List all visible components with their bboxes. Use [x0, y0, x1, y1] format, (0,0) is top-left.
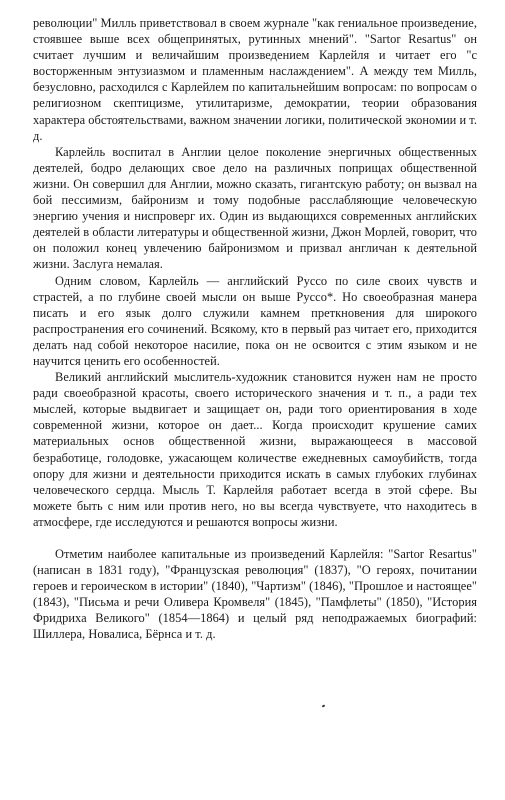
print-speck [322, 704, 326, 707]
paragraph-major-works: Отметим наиболее капитальные из произведений Карлейля: "Sartor Resartus" (написан в 1831 году), "Французская революция" (1837), "О героях, почитании героев и героическом в истории" (1840), "Чартизм" (1846), "Прошлое и настоящее" (1843), "Письма и речи Оливера Кромвеля" (1845), "Памфлеты" (1850), "История Фридриха Великого" (1854—1864) и целый ряд неподражаемых биографий: Шиллера, Новалиса, Бёрнса и т. д. [33, 547, 477, 642]
paragraph-english-rousseau: Одним словом, Карлейль — английский Руссо по силе своих чувств и страстей, а по глубине своей мысли он выше Руссо*. Но своеобразная манера писать и его язык долго служили камнем преткновения для широкого распространения его сочинений. Всякому, кто в первый раз читает его, приходится делать над собой некоторое насилие, пока он не освоится с этим языком и не научится ценить его особенностей. [33, 273, 477, 368]
paragraph-continuation: революции" Милль приветствовал в своем журнале "как гениальное произведение, стоявшее выше всех общепринятых, рутинных мнений". "Sartor Resartus" он считает лучшим и величайшим произведением Карлейля и читает его "с восторженным энтузиазмом и пламенным наслаждением". А между тем Милль, безусловно, расходился с Карлейлем по капитальнейшим вопросам: по вопросам о религиозном скептицизме, утилитаризме, демократии, теории образования характера обстоятельствами, важном значении логики, политической экономии и т. д. [33, 16, 477, 143]
paragraph-thinker-artist: Великий английский мыслитель-художник становится нужен нам не просто ради своеобразной красоты, своего исторического значения и т. п., а ради тех мыслей, которые выдвигает и защищает он, ради того ориентирования в ходе современной жизни, которое он дает... Когда происходит крушение самих материальных основ общественной жизни, выражающееся в массовой безработице, голодовке, ужасающем количестве ежедневных самоубийств, тогда опору для жизни и деятельности приходится искать в самых глубоких глубинах человеческого сердца. Мысль Т. Карлейля работает всегда в этой сфере. Вы можете быть с ним или против него, но вы всегда чувствуете, что находитесь в атмосфере, где исследуются и решаются вопросы жизни. [33, 370, 477, 529]
paragraph-carlyle-influence: Карлейль воспитал в Англии целое поколение энергичных общественных деятелей, бодро делающих свое дело на различных поприщах общественной жизни. Он совершил для Англии, можно сказать, гигантскую работу; он вызвал на бой пессимизм, байронизм и тому подобные расслабляющие человеческую энергию учения и ниспроверг их. Один из выдающихся современных английских деятелей в области литературы и общественной жизни, Джон Морлей, говорит, что он положил конец увлечению байронизмом и призвал англичан к деятельной жизни. Заслуга немалая. [33, 144, 477, 272]
body-text [33, 15, 477, 643]
